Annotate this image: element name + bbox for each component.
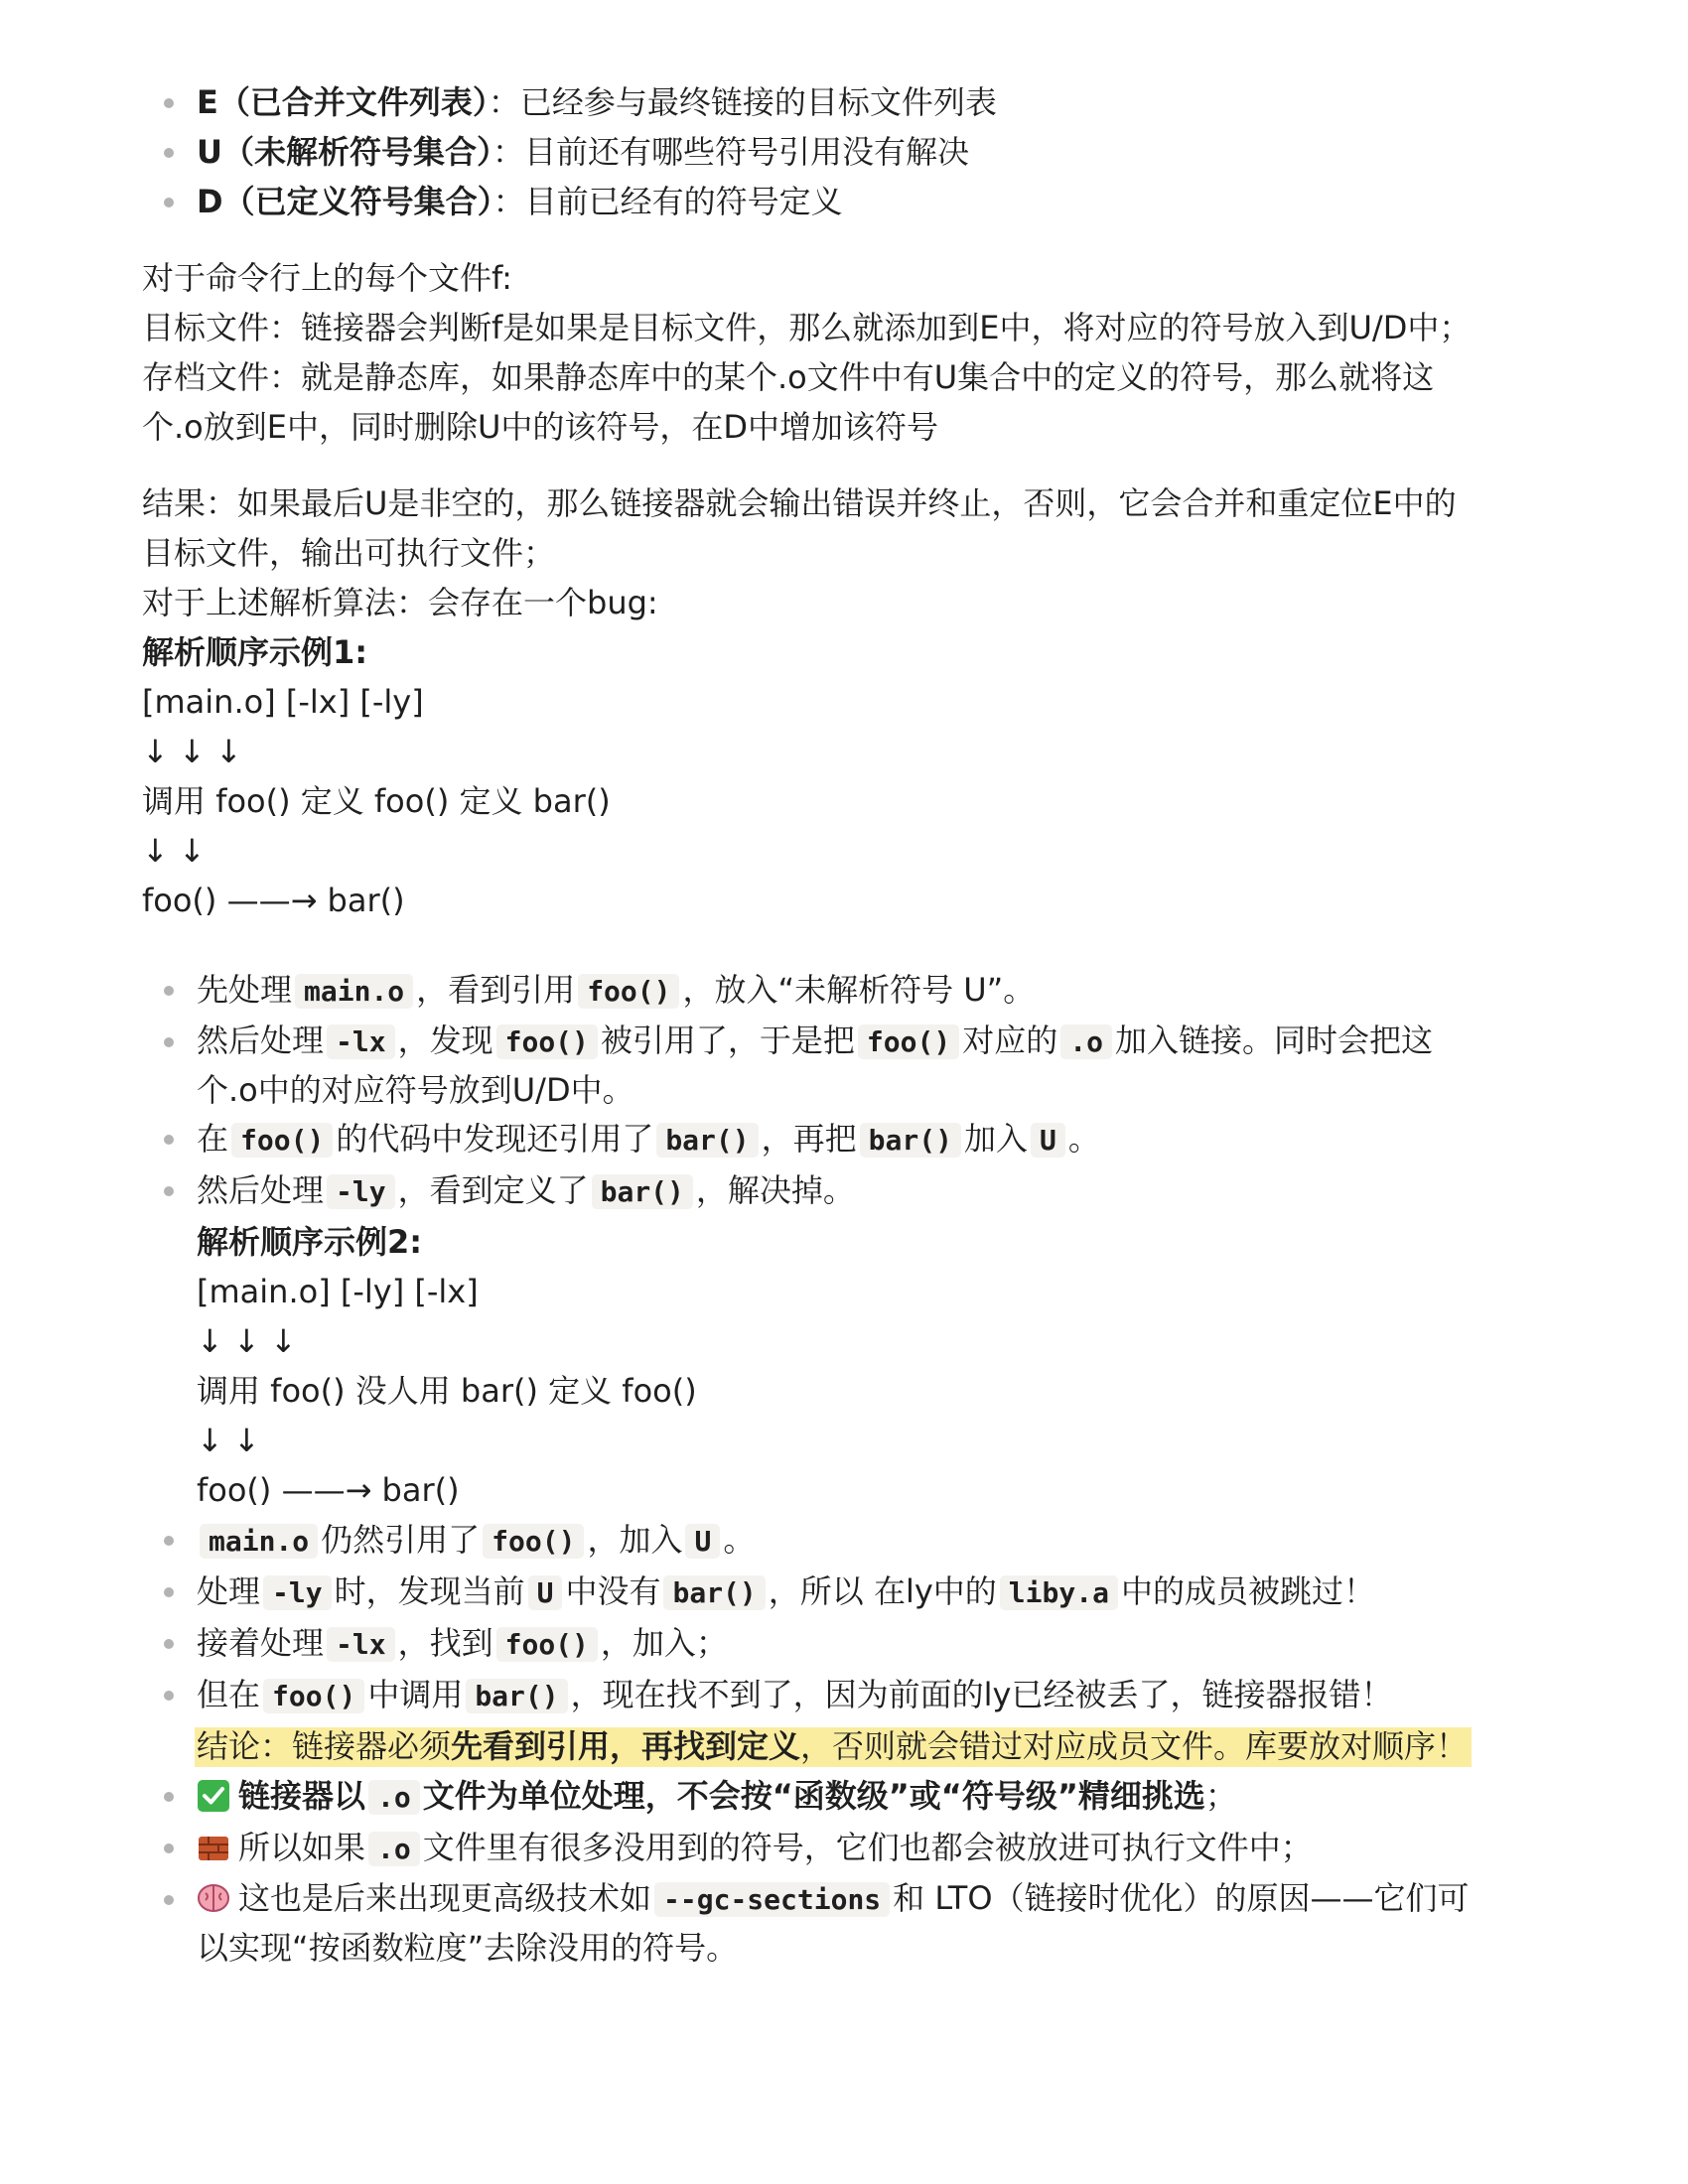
- text-segment: 个.o中的对应符号放到U/D中。: [197, 1071, 634, 1109]
- text-segment: 在: [197, 1120, 229, 1158]
- inline-code: bar(): [860, 1123, 961, 1158]
- text-segment: 接着处理: [197, 1624, 325, 1662]
- text-segment: 的代码中发现还引用了: [336, 1120, 654, 1158]
- list-item: [142, 1114, 1532, 1165]
- arrow-row: ↓ ↓: [142, 832, 206, 870]
- text-segment: 这也是后来出现更高级技术如: [238, 1879, 652, 1917]
- text-segment: ；: [1204, 1777, 1237, 1815]
- inline-code: main.o: [295, 974, 413, 1009]
- set-definitions-list: [142, 77, 1532, 226]
- text-segment: 以实现“按函数粒度”去除没用的符号。: [197, 1929, 739, 1967]
- inline-code: foo(): [263, 1679, 364, 1713]
- brick-icon: [197, 1831, 230, 1864]
- text-segment: ，放入“未解析符号 U”。: [682, 971, 1036, 1009]
- bold-text: [238, 1777, 1205, 1815]
- role-row: 调用 foo() 没人用 bar() 定义 foo(): [197, 1372, 697, 1410]
- inline-code: U: [685, 1524, 720, 1559]
- term-d: D（已定义符号集合）: [197, 183, 493, 220]
- list-item: [142, 1567, 1532, 1618]
- text-segment: 然后处理: [197, 1171, 325, 1209]
- text-segment: ，加入: [587, 1521, 683, 1559]
- paragraph-algorithm: [142, 253, 1532, 452]
- text-segment: 文件为单位处理，不会按“函数级”或“符号级”精细挑选: [422, 1777, 1205, 1815]
- document-content: [142, 77, 1532, 1972]
- example-title: 解析顺序示例1:: [142, 633, 368, 671]
- inline-code: liby.a: [1000, 1575, 1118, 1610]
- list-item: [142, 1618, 1532, 1670]
- inline-code: -lx: [327, 1024, 395, 1059]
- separator: ：: [492, 183, 525, 220]
- text-segment: 。: [723, 1521, 756, 1559]
- text-segment: 文件里有很多没用到的符号，它们也都会被放进可执行文件中；: [422, 1829, 1313, 1866]
- text-segment: 所以如果: [238, 1829, 366, 1866]
- inline-code: foo(): [496, 1024, 598, 1059]
- term-description: 目前已经有的符号定义: [524, 183, 843, 220]
- list-item: [142, 1165, 1532, 1515]
- text-segment: 先处理: [197, 971, 293, 1009]
- list-item: [142, 1874, 1532, 1972]
- example-1: [142, 627, 1532, 925]
- list-item: [142, 965, 1532, 1017]
- inline-code: foo(): [496, 1627, 598, 1662]
- inline-code: -ly: [263, 1575, 332, 1610]
- command-line: [main.o] [-lx] [-ly]: [142, 683, 424, 721]
- inline-code: U: [1031, 1123, 1065, 1158]
- check-mark-icon: [197, 1779, 230, 1813]
- inline-code: foo(): [858, 1024, 959, 1059]
- list-item: [142, 77, 1532, 127]
- inline-code: .o: [1060, 1024, 1112, 1059]
- text-segment: 。: [1067, 1120, 1100, 1158]
- text-segment: ，发现: [397, 1022, 493, 1059]
- list-item: [142, 177, 1532, 226]
- text-segment: ，否则就会错过对应成员文件。库要放对顺序！: [800, 1727, 1469, 1765]
- inline-code: bar(): [663, 1575, 765, 1610]
- text-segment: 被引用了，于是把: [600, 1022, 855, 1059]
- spacer: [142, 925, 1532, 965]
- text-segment: 时，发现当前: [334, 1572, 525, 1610]
- brain-icon: [197, 1881, 230, 1915]
- text-line: 对于命令行上的每个文件f:: [142, 259, 512, 297]
- list-item: [142, 1515, 1532, 1567]
- text-segment: ，现在找不到了，因为前面的ly已经被丢了，链接器报错！: [570, 1676, 1393, 1713]
- text-segment: 先看到引用，再找到定义: [451, 1727, 801, 1765]
- flow-row: foo() ——→ bar(): [197, 1471, 460, 1509]
- text-segment: 加入: [963, 1120, 1028, 1158]
- text-line: 个.o放到E中，同时删除U中的该符号，在D中增加该符号: [142, 408, 939, 446]
- text-segment: 加入链接。同时会把这: [1114, 1022, 1433, 1059]
- spacer: [142, 226, 1532, 253]
- inline-code: bar(): [466, 1679, 567, 1713]
- arrow-row: ↓ ↓ ↓: [142, 733, 242, 770]
- text-segment: ，看到引用: [416, 971, 576, 1009]
- separator: ：: [488, 83, 520, 121]
- conclusion-highlight: [195, 1727, 1472, 1767]
- text-segment: 中没有: [565, 1572, 661, 1610]
- example-2: [197, 1217, 1532, 1515]
- text-line: 结果：如果最后U是非空的，那么链接器就会输出错误并终止，否则，它会合并和重定位E中的: [142, 484, 1457, 522]
- inline-code: main.o: [200, 1524, 318, 1559]
- text-segment: 处理: [197, 1572, 261, 1610]
- example-title: 解析顺序示例2:: [197, 1223, 423, 1261]
- flow-row: foo() ——→ bar(): [142, 882, 405, 919]
- text-segment: 对应的: [962, 1022, 1058, 1059]
- spacer: [142, 452, 1532, 478]
- text-segment: 结论：链接器必须: [197, 1727, 452, 1765]
- separator: ：: [492, 133, 525, 171]
- text-segment: ，再把: [761, 1120, 857, 1158]
- term-description: 已经参与最终链接的目标文件列表: [519, 83, 997, 121]
- text-line: 存档文件：就是静态库，如果静态库中的某个.o文件中有U集合中的定义的符号，那么就将这: [142, 358, 1435, 396]
- text-segment: ，找到: [397, 1624, 493, 1662]
- inline-code: foo(): [578, 974, 679, 1009]
- arrow-row: ↓ ↓ ↓: [197, 1322, 297, 1360]
- term-u: U（未解析符号集合）: [197, 133, 492, 171]
- command-line: [main.o] [-ly] [-lx]: [197, 1273, 479, 1310]
- inline-code: -lx: [327, 1627, 395, 1662]
- inline-code: .o: [368, 1780, 420, 1815]
- text-line: 对于上述解析算法：会存在一个bug:: [142, 584, 658, 621]
- term-description: 目前还有哪些符号引用没有解决: [524, 133, 970, 171]
- inline-code: .o: [368, 1832, 420, 1866]
- text-segment: 但在: [197, 1676, 261, 1713]
- steps-list-1: [142, 965, 1532, 1972]
- text-segment: 链接器以: [238, 1777, 366, 1815]
- inline-code: foo(): [483, 1524, 584, 1559]
- text-line: 目标文件，输出可执行文件；: [142, 534, 556, 572]
- list-item: [142, 1670, 1532, 1771]
- list-item: [142, 1017, 1532, 1114]
- text-segment: ，看到定义了: [397, 1171, 589, 1209]
- text-segment: ，所以 在ly中的: [768, 1572, 997, 1610]
- list-item: [142, 127, 1532, 177]
- text-segment: 仍然引用了: [321, 1521, 481, 1559]
- inline-code: -ly: [327, 1174, 395, 1209]
- role-row: 调用 foo() 定义 foo() 定义 bar(): [142, 782, 611, 820]
- inline-code: bar(): [592, 1174, 693, 1209]
- text-segment: ，加入；: [600, 1624, 728, 1662]
- inline-code: U: [528, 1575, 563, 1610]
- inline-code: bar(): [656, 1123, 758, 1158]
- text-segment: 然后处理: [197, 1022, 325, 1059]
- inline-code: foo(): [231, 1123, 333, 1158]
- list-item: [142, 1771, 1532, 1823]
- text-segment: ，解决掉。: [695, 1171, 855, 1209]
- text-segment: 和 LTO（链接时优化）的原因——它们可: [893, 1879, 1470, 1917]
- text-segment: 中调用: [367, 1676, 464, 1713]
- inline-code: --gc-sections: [654, 1882, 890, 1917]
- term-e: E（已合并文件列表）: [197, 83, 489, 121]
- paragraph-result: [142, 478, 1532, 627]
- arrow-row: ↓ ↓: [197, 1422, 260, 1459]
- text-segment: 中的成员被跳过！: [1120, 1572, 1375, 1610]
- list-item: [142, 1823, 1532, 1874]
- text-line: 目标文件：链接器会判断f是如果是目标文件，那么就添加到E中，将对应的符号放入到U/D中；: [142, 309, 1472, 346]
